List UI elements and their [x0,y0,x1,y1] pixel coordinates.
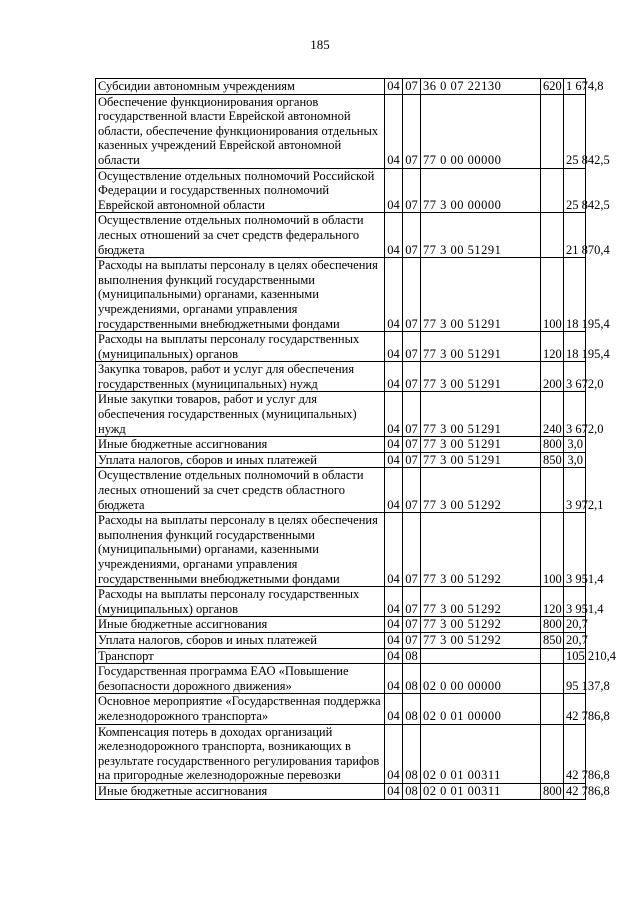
subsection-code: 07 [403,79,421,95]
expense-type-code: 850 [541,452,564,468]
table-row [96,362,586,392]
expense-type-code: 800 [541,617,564,633]
table-row [96,168,586,213]
target-article-code: 77 3 00 51291 [421,362,541,392]
subsection-code: 08 [403,783,421,799]
amount: 3,0 [564,452,586,468]
subsection-code: 07 [403,392,421,437]
target-article-code: 02 0 00 00000 [421,664,541,694]
subsection-code: 07 [403,437,421,453]
target-article-code: 77 0 00 00000 [421,94,541,168]
expense-type-code: 100 [541,513,564,587]
target-article-code: 77 3 00 51291 [421,332,541,362]
section-code: 04 [385,168,403,213]
row-name: Компенсация потерь в доходах организаций железнодорожного транспорта, возникающих в результате государственного регулирования тарифов на пригородные железнодорожные перевозки [96,724,385,783]
row-name: Субсидии автономным учреждениям [96,79,385,95]
subsection-code: 07 [403,468,421,513]
subsection-code: 07 [403,513,421,587]
amount: 105 210,4 [564,648,586,664]
section-code: 04 [385,258,403,332]
target-article-code: 77 3 00 51292 [421,632,541,648]
amount: 3 672,0 [564,362,586,392]
budget-table-body [96,79,616,800]
row-name: Иные бюджетные ассигнования [96,783,385,799]
section-code: 04 [385,94,403,168]
amount: 18 195,4 [564,258,586,332]
section-code: 04 [385,694,403,724]
expense-type-code [541,724,564,783]
target-article-code: 77 3 00 51291 [421,258,541,332]
amount: 3 972,1 [564,468,586,513]
section-code: 04 [385,332,403,362]
expense-type-code: 620 [541,79,564,95]
subsection-code: 08 [403,724,421,783]
section-code: 04 [385,362,403,392]
section-code: 04 [385,724,403,783]
amount: 20,7 [564,632,586,648]
target-article-code: 77 3 00 00000 [421,168,541,213]
expense-type-code: 800 [541,783,564,799]
table-row [96,724,586,783]
row-name: Осуществление отдельных полномочий в области лесных отношений за счет средств областного бюджета [96,468,385,513]
target-article-code [421,648,541,664]
amount: 3 672,0 [564,392,586,437]
subsection-code: 07 [403,362,421,392]
section-code: 04 [385,79,403,95]
row-name: Иные бюджетные ассигнования [96,617,385,633]
amount: 3 951,4 [564,587,586,617]
table-row [96,213,586,258]
section-code: 04 [385,392,403,437]
section-code: 04 [385,648,403,664]
row-name: Закупка товаров, работ и услуг для обеспечения государственных (муниципальных) нужд [96,362,385,392]
expense-type-code: 200 [541,362,564,392]
section-code: 04 [385,513,403,587]
row-name: Уплата налогов, сборов и иных платежей [96,452,385,468]
subsection-code: 07 [403,94,421,168]
section-code: 04 [385,783,403,799]
table-row [96,437,586,453]
table-row [96,94,586,168]
target-article-code: 77 3 00 51292 [421,587,541,617]
amount: 42 786,8 [564,694,586,724]
table-row [96,587,586,617]
table-row [96,632,586,648]
expense-type-code [541,213,564,258]
subsection-code: 07 [403,617,421,633]
amount: 18 195,4 [564,332,586,362]
section-code: 04 [385,664,403,694]
target-article-code: 77 3 00 51292 [421,617,541,633]
subsection-code: 07 [403,168,421,213]
subsection-code: 07 [403,258,421,332]
expense-type-code: 120 [541,332,564,362]
section-code: 04 [385,213,403,258]
target-article-code: 77 3 00 51291 [421,452,541,468]
target-article-code: 77 3 00 51291 [421,437,541,453]
subsection-code: 08 [403,648,421,664]
amount: 42 786,8 [564,724,586,783]
subsection-code: 08 [403,664,421,694]
row-name: Обеспечение функционирования органов государственной власти Еврейской автономной области, обеспечение функционирования отдельных казенных учреждений Еврейской автономной области [96,94,385,168]
row-name: Иные закупки товаров, работ и услуг для обеспечения государственных (муниципальных) нужд [96,392,385,437]
target-article-code: 02 0 01 00311 [421,783,541,799]
amount: 20,7 [564,617,586,633]
section-code: 04 [385,468,403,513]
table-row [96,332,586,362]
section-code: 04 [385,632,403,648]
table-row [96,392,586,437]
table-row [96,513,586,587]
expense-type-code: 800 [541,437,564,453]
row-name: Основное мероприятие «Государственная поддержка железнодорожного транспорта» [96,694,385,724]
row-name: Расходы на выплаты персоналу государственных (муниципальных) органов [96,587,385,617]
row-name: Иные бюджетные ассигнования [96,437,385,453]
page-number: 185 [310,37,330,52]
row-name: Транспорт [96,648,385,664]
expense-type-code [541,648,564,664]
target-article-code: 77 3 00 51292 [421,513,541,587]
expense-type-code [541,168,564,213]
expense-type-code: 120 [541,587,564,617]
target-article-code: 36 0 07 22130 [421,79,541,95]
amount: 1 674,8 [564,79,586,95]
subsection-code: 07 [403,332,421,362]
row-name: Расходы на выплаты персоналу в целях обеспечения выполнения функций государственными (муниципальными) органами, казенными учреждениями, органами управления государственными внебюджетными фондами [96,513,385,587]
table-row [96,664,586,694]
row-name: Уплата налогов, сборов и иных платежей [96,632,385,648]
target-article-code: 77 3 00 51291 [421,392,541,437]
expense-type-code [541,694,564,724]
subsection-code: 07 [403,632,421,648]
target-article-code: 77 3 00 51292 [421,468,541,513]
subsection-code: 08 [403,694,421,724]
target-article-code: 02 0 01 00000 [421,694,541,724]
table-row [96,258,586,332]
amount: 3,0 [564,437,586,453]
amount: 95 137,8 [564,664,586,694]
section-code: 04 [385,617,403,633]
expense-type-code: 850 [541,632,564,648]
table-row [96,617,586,633]
row-name: Расходы на выплаты персоналу в целях обеспечения выполнения функций государственными (муниципальными) органами, казенными учреждениями, органами управления государственными внебюджетными фондами [96,258,385,332]
row-name: Расходы на выплаты персоналу государственных (муниципальных) органов [96,332,385,362]
section-code: 04 [385,437,403,453]
table-row [96,452,586,468]
amount: 25 842,5 [564,94,586,168]
budget-table [95,78,616,800]
table-row [96,468,586,513]
subsection-code: 07 [403,587,421,617]
amount: 21 870,4 [564,213,586,258]
subsection-code: 07 [403,452,421,468]
table-row [96,79,586,95]
amount: 3 951,4 [564,513,586,587]
section-code: 04 [385,587,403,617]
amount: 42 786,8 [564,783,586,799]
subsection-code: 07 [403,213,421,258]
row-name: Государственная программа ЕАО «Повышение безопасности дорожного движения» [96,664,385,694]
expense-type-code [541,664,564,694]
target-article-code: 02 0 01 00311 [421,724,541,783]
expense-type-code: 240 [541,392,564,437]
row-name: Осуществление отдельных полномочий в области лесных отношений за счет средств федерального бюджета [96,213,385,258]
table-row [96,783,586,799]
table-row [96,648,586,664]
amount: 25 842,5 [564,168,586,213]
table-row [96,694,586,724]
expense-type-code: 100 [541,258,564,332]
expense-type-code [541,468,564,513]
row-name: Осуществление отдельных полномочий Российской Федерации и государственных полномочий Еврейской автономной области [96,168,385,213]
section-code: 04 [385,452,403,468]
expense-type-code [541,94,564,168]
target-article-code: 77 3 00 51291 [421,213,541,258]
